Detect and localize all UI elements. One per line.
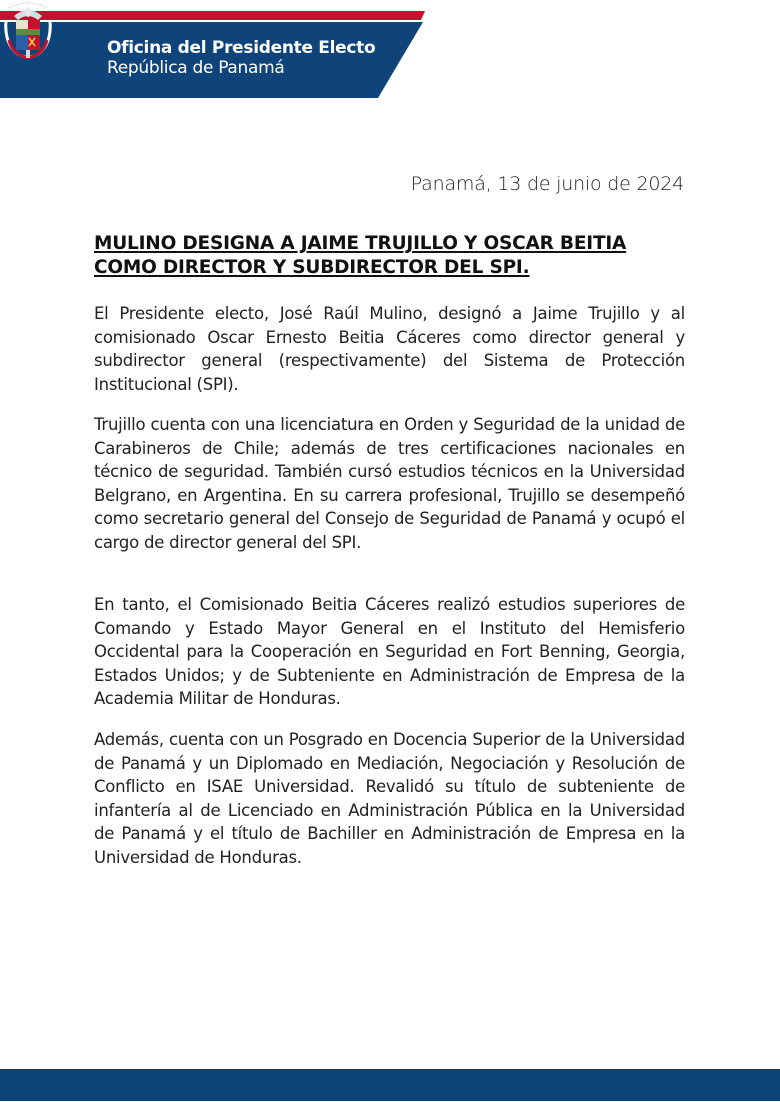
office-title: Oficina del Presidente Electo — [107, 38, 376, 58]
paragraph-text: Además, cuenta con un Posgrado en Docencia Superior de la Universidad de Panamá y un Diplomado en Mediación, Negociación y Resolución de Conflicto en ISAE Universidad. Revalidó su título de subteniente de infantería al de Licenciado en Administración Pública en la Universidad de Panamá y el título de Bachiller en Administración de Empresa en la Universidad de Honduras. — [94, 730, 685, 867]
press-release-headline — [94, 232, 694, 280]
headline-line-2: COMO DIRECTOR Y SUBDIRECTOR DEL SPI. — [94, 257, 530, 278]
document-date: Panamá, 13 de junio de 2024 — [410, 173, 684, 195]
letterhead-banner — [0, 0, 440, 100]
headline-line-1: MULINO DESIGNA A JAIME TRUJILLO Y OSCAR BEITIA — [94, 233, 627, 254]
office-title-block — [107, 38, 375, 78]
paragraph-text: El Presidente electo, José Raúl Mulino, designó a Jaime Trujillo y al comisionado Oscar Ernesto Beitia Cáceres como director general y subdirector general (respectivamente) del Sistema de Protección Institucional (SPI). — [94, 304, 685, 394]
paragraph-1 — [94, 302, 685, 396]
paragraph-text: Trujillo cuenta con una licenciatura en Orden y Seguridad de la unidad de Carabineros de Chile; además de tres certificaciones nacionales en técnico de seguridad. También cursó estudios técnicos en la Universidad Belgrano, en Argentina. En su carrera profesional, Trujillo se desempeñó como secretario general del Consejo de Seguridad de Panamá y ocupó el cargo de director general del SPI. — [94, 415, 685, 552]
panama-coat-of-arms-icon — [0, 0, 56, 62]
paragraph-4 — [94, 728, 685, 870]
country-name: República de Panamá — [107, 58, 285, 78]
paragraph-2 — [94, 413, 685, 555]
paragraph-text: En tanto, el Comisionado Beitia Cáceres realizó estudios superiores de Comando y Estado Mayor General en el Instituto del Hemisferio Occidental para la Cooperación en Seguridad en Fort Benning, Georgia, Estados Unidos; y de Subteniente en Administración de Empresa de la Academia Militar de Honduras. — [94, 595, 685, 709]
paragraph-3 — [94, 593, 685, 711]
footer-bar — [0, 1069, 780, 1101]
